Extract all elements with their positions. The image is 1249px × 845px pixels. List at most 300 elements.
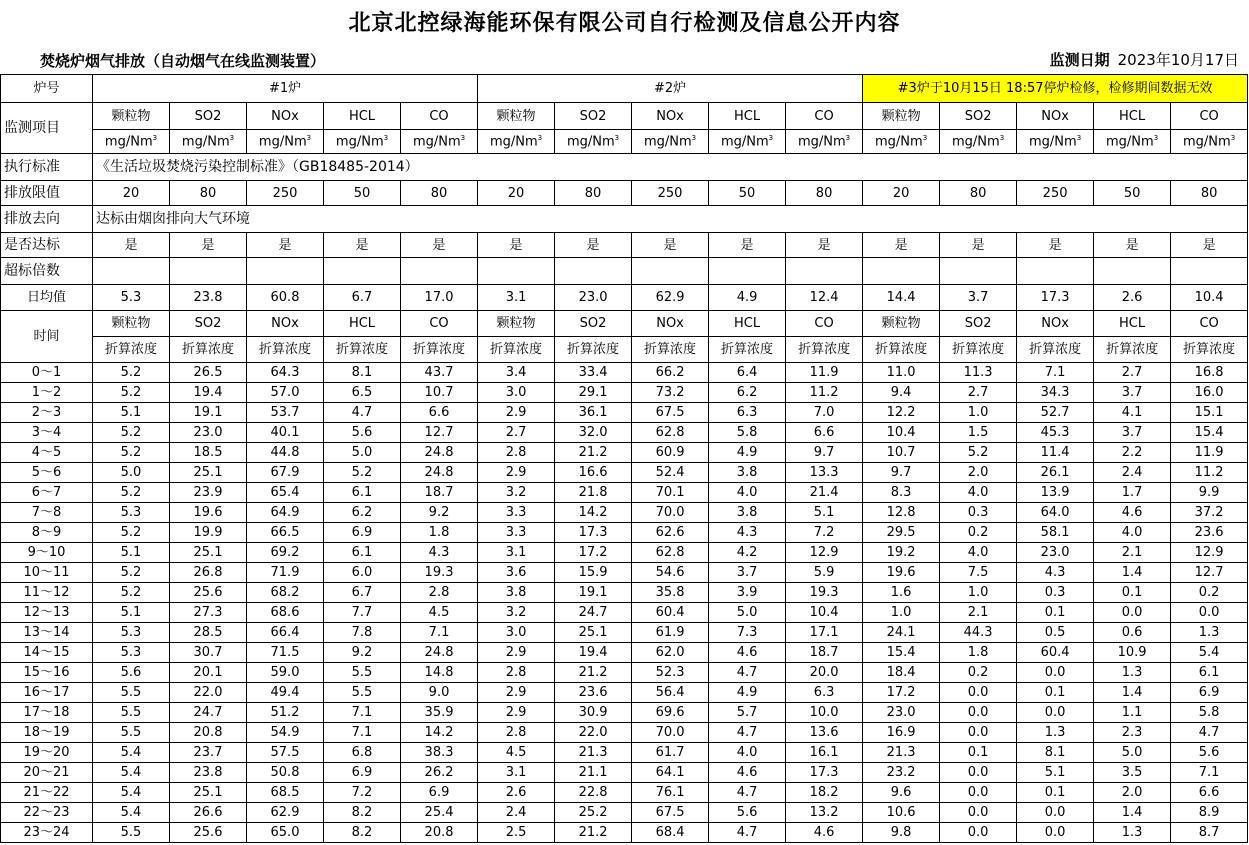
- hour-value: 30.7: [170, 643, 247, 663]
- hour-value: 0.0: [940, 823, 1017, 843]
- pollutant-header: NOx: [1017, 103, 1094, 130]
- hour-value: 19.1: [555, 583, 632, 603]
- hour-value: 67.9: [247, 463, 324, 483]
- unit-cell: [1094, 130, 1171, 154]
- hour-value: 9.6: [863, 783, 940, 803]
- hour-value: 11.9: [786, 363, 863, 383]
- hour-value: 4.7: [709, 723, 786, 743]
- hour-value: 21.1: [555, 763, 632, 783]
- unit-cell: [709, 130, 786, 154]
- hour-value: 2.8: [401, 583, 478, 603]
- hour-value: 3.1: [478, 763, 555, 783]
- pollutant-header: 颗粒物: [478, 311, 555, 337]
- hour-value: 26.5: [170, 363, 247, 383]
- unit-text: mg/Nm: [335, 134, 384, 150]
- hour-value: 54.6: [632, 563, 709, 583]
- hour-value: 5.1: [93, 543, 170, 563]
- hour-row: [1, 483, 1248, 503]
- hour-value: 5.7: [709, 703, 786, 723]
- hour-value: 3.7: [1094, 383, 1171, 403]
- compliant-value: 是: [1171, 233, 1248, 258]
- hour-value: 7.2: [786, 523, 863, 543]
- hour-value: 5.4: [93, 783, 170, 803]
- hour-value: 14.2: [401, 723, 478, 743]
- hour-value: 4.6: [709, 763, 786, 783]
- limit-value: 80: [555, 181, 632, 206]
- hour-row: [1, 803, 1248, 823]
- daily-avg-value: 62.9: [632, 285, 709, 311]
- exceed-row: [1, 258, 1248, 285]
- hour-value: 12.9: [1171, 543, 1248, 563]
- unit-text: mg/Nm: [720, 134, 769, 150]
- hour-value: 7.8: [324, 623, 401, 643]
- daily-avg-value: 5.3: [93, 285, 170, 311]
- hour-value: 60.4: [632, 603, 709, 623]
- hour-value: 71.5: [247, 643, 324, 663]
- hour-value: 16.9: [863, 723, 940, 743]
- hour-value: 6.1: [324, 543, 401, 563]
- hour-value: 0.0: [940, 783, 1017, 803]
- hour-row: [1, 723, 1248, 743]
- hour-value: 9.7: [786, 443, 863, 463]
- hour-row: [1, 443, 1248, 463]
- exceed-value: [1094, 258, 1171, 285]
- daily-avg-value: 3.7: [940, 285, 1017, 311]
- hour-label: 7～8: [1, 503, 93, 523]
- hour-value: 11.2: [1171, 463, 1248, 483]
- hour-label: 0～1: [1, 363, 93, 383]
- pollutant-header: SO2: [555, 311, 632, 337]
- hour-value: 2.1: [940, 603, 1017, 623]
- pollutant-header: SO2: [170, 311, 247, 337]
- hour-label: 22～23: [1, 803, 93, 823]
- hour-value: 5.1: [786, 503, 863, 523]
- hour-value: 61.7: [632, 743, 709, 763]
- unit-exponent: 3: [999, 133, 1005, 142]
- daily-avg-value: 2.6: [1094, 285, 1171, 311]
- hour-value: 70.0: [632, 723, 709, 743]
- hour-value: 51.2: [247, 703, 324, 723]
- hour-row: [1, 563, 1248, 583]
- hour-value: 4.0: [940, 483, 1017, 503]
- unit-exponent: 3: [306, 133, 312, 142]
- hour-label: 9～10: [1, 543, 93, 563]
- hour-value: 2.3: [1094, 723, 1171, 743]
- hour-value: 0.0: [1017, 803, 1094, 823]
- hour-value: 0.0: [1171, 603, 1248, 623]
- converted-label: 折算浓度: [324, 337, 401, 363]
- hour-value: 2.9: [478, 403, 555, 423]
- hour-row: [1, 503, 1248, 523]
- limit-value: 250: [632, 181, 709, 206]
- hour-label: 8～9: [1, 523, 93, 543]
- hour-value: 40.1: [247, 423, 324, 443]
- hour-value: 0.5: [1017, 623, 1094, 643]
- hour-value: 1.3: [1017, 723, 1094, 743]
- pollutant-header: 颗粒物: [863, 103, 940, 130]
- converted-label: 折算浓度: [1171, 337, 1248, 363]
- compliant-value: 是: [555, 233, 632, 258]
- hour-value: 5.6: [324, 423, 401, 443]
- converted-label: 折算浓度: [709, 337, 786, 363]
- unit-cell: [940, 130, 1017, 154]
- hour-value: 6.0: [324, 563, 401, 583]
- hour-value: 4.3: [1017, 563, 1094, 583]
- hour-value: 18.7: [401, 483, 478, 503]
- hour-value: 44.3: [940, 623, 1017, 643]
- hour-row: [1, 683, 1248, 703]
- hour-value: 7.5: [940, 563, 1017, 583]
- hour-value: 10.7: [863, 443, 940, 463]
- hour-value: 14.2: [555, 503, 632, 523]
- hour-value: 17.2: [555, 543, 632, 563]
- hour-value: 9.2: [324, 643, 401, 663]
- hour-value: 3.2: [478, 603, 555, 623]
- exceed-value: [940, 258, 1017, 285]
- unit-cell: [632, 130, 709, 154]
- compliant-value: 是: [632, 233, 709, 258]
- hour-value: 5.1: [1017, 763, 1094, 783]
- limit-value: 50: [324, 181, 401, 206]
- pollutant-header: NOx: [632, 103, 709, 130]
- hour-value: 4.9: [709, 683, 786, 703]
- hour-value: 25.4: [401, 803, 478, 823]
- compliant-value: 是: [940, 233, 1017, 258]
- hour-value: 66.2: [632, 363, 709, 383]
- hour-value: 5.0: [1094, 743, 1171, 763]
- hour-value: 16.1: [786, 743, 863, 763]
- hour-value: 0.0: [1017, 823, 1094, 843]
- unit-exponent: 3: [768, 133, 774, 142]
- pollutant-header: NOx: [247, 311, 324, 337]
- hour-value: 64.9: [247, 503, 324, 523]
- converted-label: 折算浓度: [786, 337, 863, 363]
- hour-value: 68.6: [247, 603, 324, 623]
- hour-value: 5.5: [93, 823, 170, 843]
- compliant-value: 是: [478, 233, 555, 258]
- hour-value: 3.8: [709, 503, 786, 523]
- limit-value: 250: [1017, 181, 1094, 206]
- daily-avg-row: [1, 285, 1248, 311]
- hour-value: 0.0: [940, 703, 1017, 723]
- hour-value: 50.8: [247, 763, 324, 783]
- hour-value: 3.8: [709, 463, 786, 483]
- hour-label: 21～22: [1, 783, 93, 803]
- hour-value: 16.6: [555, 463, 632, 483]
- hour-value: 6.9: [1171, 683, 1248, 703]
- converted-label: 折算浓度: [1094, 337, 1171, 363]
- hour-value: 6.5: [324, 383, 401, 403]
- hour-value: 7.1: [324, 723, 401, 743]
- compliant-value: 是: [1094, 233, 1171, 258]
- hour-value: 7.1: [1171, 763, 1248, 783]
- exceed-value: [1171, 258, 1248, 285]
- hour-value: 1.4: [1094, 803, 1171, 823]
- hour-value: 6.6: [1171, 783, 1248, 803]
- hour-value: 57.0: [247, 383, 324, 403]
- hour-value: 25.1: [170, 543, 247, 563]
- hour-value: 6.9: [324, 763, 401, 783]
- hour-value: 8.9: [1171, 803, 1248, 823]
- hour-label: 23～24: [1, 823, 93, 843]
- hour-value: 14.8: [401, 663, 478, 683]
- hour-value: 6.6: [401, 403, 478, 423]
- hour-label: 16～17: [1, 683, 93, 703]
- hour-value: 37.2: [1171, 503, 1248, 523]
- hour-value: 2.9: [478, 463, 555, 483]
- hour-value: 23.6: [1171, 523, 1248, 543]
- hour-value: 62.0: [632, 643, 709, 663]
- hour-value: 5.4: [93, 743, 170, 763]
- limit-value: 20: [478, 181, 555, 206]
- unit-exponent: 3: [614, 133, 620, 142]
- hour-value: 5.4: [1171, 643, 1248, 663]
- hour-value: 30.9: [555, 703, 632, 723]
- unit-exponent: 3: [1076, 133, 1082, 142]
- hour-value: 2.1: [1094, 543, 1171, 563]
- hour-value: 15.1: [1171, 403, 1248, 423]
- hour-value: 4.6: [709, 643, 786, 663]
- hour-value: 11.4: [1017, 443, 1094, 463]
- hour-value: 1.4: [1094, 683, 1171, 703]
- hour-value: 3.3: [478, 523, 555, 543]
- pollutant-header: HCL: [324, 103, 401, 130]
- hour-value: 0.0: [940, 803, 1017, 823]
- unit-cell: [555, 130, 632, 154]
- hour-value: 6.8: [324, 743, 401, 763]
- pollutant-header: SO2: [170, 103, 247, 130]
- unit-exponent: 3: [1153, 133, 1159, 142]
- hour-value: 13.3: [786, 463, 863, 483]
- hour-value: 38.3: [401, 743, 478, 763]
- hour-value: 4.5: [478, 743, 555, 763]
- time-label: 时间: [1, 311, 93, 363]
- unit-exponent: 3: [383, 133, 389, 142]
- unit-text: mg/Nm: [258, 134, 307, 150]
- hour-value: 16.8: [1171, 363, 1248, 383]
- hour-value: 6.2: [324, 503, 401, 523]
- hour-value: 1.0: [940, 403, 1017, 423]
- hour-value: 12.9: [786, 543, 863, 563]
- hour-value: 69.2: [247, 543, 324, 563]
- hour-row: [1, 743, 1248, 763]
- compliant-value: 是: [324, 233, 401, 258]
- daily-avg-value: 23.0: [555, 285, 632, 311]
- unit-text: mg/Nm: [104, 134, 153, 150]
- hour-value: 12.7: [401, 423, 478, 443]
- hour-value: 5.2: [93, 363, 170, 383]
- hour-value: 0.2: [940, 663, 1017, 683]
- standard-row: [1, 154, 1248, 181]
- hour-value: 68.4: [632, 823, 709, 843]
- hour-value: 36.1: [555, 403, 632, 423]
- hour-label: 5～6: [1, 463, 93, 483]
- hour-value: 4.7: [709, 783, 786, 803]
- hour-value: 3.9: [709, 583, 786, 603]
- hour-value: 4.7: [709, 823, 786, 843]
- unit-text: mg/Nm: [181, 134, 230, 150]
- pollutant-header: SO2: [555, 103, 632, 130]
- hour-value: 66.4: [247, 623, 324, 643]
- hour-value: 2.7: [478, 423, 555, 443]
- hour-value: 20.0: [786, 663, 863, 683]
- destination-row: [1, 206, 1248, 233]
- limit-value: 250: [247, 181, 324, 206]
- hour-value: 18.5: [170, 443, 247, 463]
- destination-text: 达标由烟囱排向大气环境: [93, 206, 1248, 233]
- unit-cell: [170, 130, 247, 154]
- unit-cell: [93, 130, 170, 154]
- standard-text: 《生活垃圾焚烧污染控制标准》（GB18485-2014）: [93, 154, 1248, 181]
- hour-label: 20～21: [1, 763, 93, 783]
- unit-text: mg/Nm: [952, 134, 1000, 150]
- hour-value: 9.8: [863, 823, 940, 843]
- daily-avg-value: 23.8: [170, 285, 247, 311]
- limit-value: 50: [709, 181, 786, 206]
- unit-cell: [1171, 130, 1248, 154]
- daily-avg-value: 10.4: [1171, 285, 1248, 311]
- pollutant-header: HCL: [709, 103, 786, 130]
- furnace-3-notice: #3炉于10月15日 18:57停炉检修，检修期间数据无效: [863, 75, 1248, 103]
- pollutant-header: 颗粒物: [478, 103, 555, 130]
- hour-value: 0.1: [1017, 683, 1094, 703]
- unit-text: mg/Nm: [1029, 134, 1077, 150]
- pollutant-row: [1, 103, 1248, 130]
- hour-value: 71.9: [247, 563, 324, 583]
- hour-value: 8.2: [324, 803, 401, 823]
- pollutant-header: NOx: [632, 311, 709, 337]
- hour-value: 2.8: [478, 723, 555, 743]
- exceed-value: [632, 258, 709, 285]
- hour-value: 5.3: [93, 643, 170, 663]
- daily-avg-value: 60.8: [247, 285, 324, 311]
- limit-row: [1, 181, 1248, 206]
- hour-value: 9.2: [401, 503, 478, 523]
- unit-exponent: 3: [537, 133, 543, 142]
- hour-row: [1, 363, 1248, 383]
- hour-value: 70.1: [632, 483, 709, 503]
- hour-value: 2.0: [940, 463, 1017, 483]
- hour-value: 4.1: [1094, 403, 1171, 423]
- compliant-value: 是: [170, 233, 247, 258]
- hour-value: 6.6: [786, 423, 863, 443]
- pollutant-row-2: [1, 311, 1248, 337]
- hour-value: 4.7: [709, 663, 786, 683]
- converted-label: 折算浓度: [247, 337, 324, 363]
- unit-text: mg/Nm: [1183, 134, 1231, 150]
- hour-value: 76.1: [632, 783, 709, 803]
- hour-value: 10.9: [1094, 643, 1171, 663]
- hour-value: 21.3: [555, 743, 632, 763]
- pollutant-header: 颗粒物: [93, 311, 170, 337]
- hour-value: 18.2: [786, 783, 863, 803]
- hour-value: 2.4: [478, 803, 555, 823]
- daily-avg-value: 6.7: [324, 285, 401, 311]
- monitor-date-value: 2023年10月17日: [1117, 51, 1239, 69]
- hour-row: [1, 543, 1248, 563]
- hour-value: 3.0: [478, 623, 555, 643]
- hour-value: 5.3: [93, 503, 170, 523]
- hour-value: 57.5: [247, 743, 324, 763]
- limit-value: 80: [401, 181, 478, 206]
- hour-value: 6.1: [1171, 663, 1248, 683]
- compliant-value: 是: [709, 233, 786, 258]
- hour-value: 26.2: [401, 763, 478, 783]
- hour-row: [1, 603, 1248, 623]
- hour-value: 19.2: [863, 543, 940, 563]
- hour-value: 21.4: [786, 483, 863, 503]
- pollutant-header: NOx: [1017, 311, 1094, 337]
- converted-label: 折算浓度: [170, 337, 247, 363]
- hour-value: 8.7: [1171, 823, 1248, 843]
- hour-value: 62.6: [632, 523, 709, 543]
- unit-text: mg/Nm: [489, 134, 538, 150]
- limit-value: 80: [170, 181, 247, 206]
- exceed-value: [863, 258, 940, 285]
- hour-value: 1.8: [940, 643, 1017, 663]
- hour-value: 2.2: [1094, 443, 1171, 463]
- hour-value: 15.4: [1171, 423, 1248, 443]
- unit-cell: [478, 130, 555, 154]
- hour-value: 11.3: [940, 363, 1017, 383]
- hour-value: 67.5: [632, 403, 709, 423]
- hour-value: 2.8: [478, 663, 555, 683]
- hour-value: 21.2: [555, 823, 632, 843]
- hour-value: 52.4: [632, 463, 709, 483]
- exceed-value: [1017, 258, 1094, 285]
- hour-value: 5.3: [93, 623, 170, 643]
- hour-value: 2.4: [1094, 463, 1171, 483]
- unit-cell: [401, 130, 478, 154]
- hour-value: 27.3: [170, 603, 247, 623]
- hour-value: 7.1: [401, 623, 478, 643]
- pollutant-header: CO: [1171, 311, 1248, 337]
- limit-value: 20: [93, 181, 170, 206]
- hour-value: 5.2: [93, 443, 170, 463]
- hour-value: 67.5: [632, 803, 709, 823]
- hour-value: 9.7: [863, 463, 940, 483]
- unit-exponent: 3: [229, 133, 235, 142]
- hour-value: 1.6: [863, 583, 940, 603]
- hour-value: 10.6: [863, 803, 940, 823]
- hour-label: 18～19: [1, 723, 93, 743]
- converted-row: [1, 337, 1248, 363]
- hour-value: 23.7: [170, 743, 247, 763]
- hour-value: 3.7: [1094, 423, 1171, 443]
- unit-exponent: 3: [152, 133, 158, 142]
- limit-label: 排放限值: [1, 181, 93, 206]
- hour-value: 21.8: [555, 483, 632, 503]
- hour-row: [1, 403, 1248, 423]
- hour-value: 5.0: [324, 443, 401, 463]
- page-title: 北京北控绿海能环保有限公司自行检测及信息公开内容: [348, 11, 901, 36]
- hour-value: 28.5: [170, 623, 247, 643]
- hour-value: 3.2: [478, 483, 555, 503]
- hour-value: 73.2: [632, 383, 709, 403]
- limit-value: 80: [940, 181, 1017, 206]
- exceed-value: [709, 258, 786, 285]
- daily-avg-value: 14.4: [863, 285, 940, 311]
- hour-value: 70.0: [632, 503, 709, 523]
- hour-value: 5.2: [93, 483, 170, 503]
- hour-value: 4.2: [709, 543, 786, 563]
- hour-value: 25.6: [170, 823, 247, 843]
- hour-label: 13～14: [1, 623, 93, 643]
- hour-value: 4.9: [709, 443, 786, 463]
- hour-value: 7.7: [324, 603, 401, 623]
- hour-value: 5.1: [93, 603, 170, 623]
- hour-value: 3.5: [1094, 763, 1171, 783]
